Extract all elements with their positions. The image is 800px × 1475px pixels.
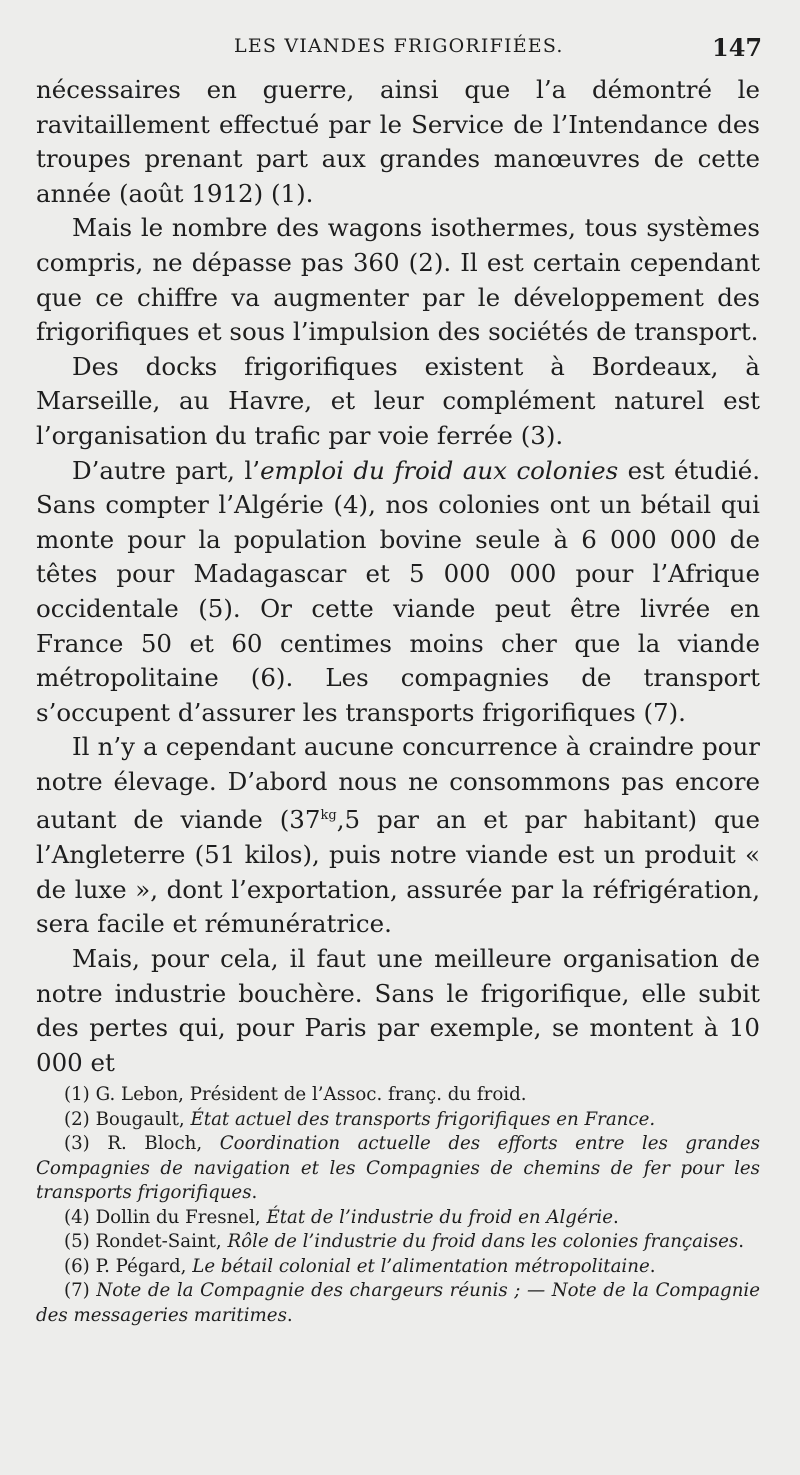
- body-text: [36, 73, 760, 1080]
- paragraph-5-rest: ,5 par an et par habitant) que l’Angleterre (51 kilos), puis notre viande est un produit « de luxe », dont l’exportation, assurée par la réfrigération, sera facile et rémunératrice.: [36, 805, 760, 939]
- footnote-number: (5): [64, 1231, 90, 1252]
- footnote: [36, 1279, 760, 1328]
- footnote: [36, 1206, 760, 1231]
- running-title: LES VIANDES FRIGORIFIÉES.: [234, 35, 564, 57]
- footnote-trail: .: [738, 1231, 744, 1252]
- paragraph-5: [36, 730, 760, 942]
- footnote-title: État de l’industrie du froid en Algérie: [266, 1206, 613, 1228]
- footnote-number: (2): [64, 1108, 90, 1130]
- page-header: [0, 33, 800, 63]
- unit-superscript: kg: [320, 808, 337, 824]
- footnote-title: État actuel des transports frigorifiques en France.: [190, 1108, 656, 1130]
- footnote-title: Note de la Compagnie des chargeurs réunis ; — Note de la Compagnie des messageries maritimes: [36, 1280, 760, 1326]
- footnote: [36, 1083, 760, 1108]
- footnote: [36, 1132, 760, 1206]
- paragraph-4-start: D’autre part, l’: [72, 455, 261, 485]
- footnote-trail: .: [286, 1304, 293, 1326]
- paragraph-4-emphasis: emploi du froid aux colonies: [260, 455, 619, 485]
- page-number: 147: [712, 33, 763, 62]
- footnote-number: (7): [64, 1280, 90, 1301]
- paragraph-3: Des docks frigorifiques existent à Bordeaux, à Marseille, au Havre, et leur complément naturel est l’organisation du trafic par voie ferrée (3).: [36, 351, 760, 450]
- footnote-author: R. Bloch,: [107, 1133, 220, 1154]
- footnote-title: Le bétail colonial et l’alimentation métropolitaine: [192, 1255, 650, 1277]
- paragraph-1: nécessaires en guerre, ainsi que l’a démontré le ravitaillement effectué par le Service de l’Intendance des troupes prenant part aux grandes manœuvres de cette année (août 1912) (1).: [36, 75, 760, 208]
- paragraph-6: Mais, pour cela, il faut une meilleure organisation de notre industrie bouchère. Sans le frigorifique, elle subit des pertes qui, pour Paris par exemple, se montent à 10 000 et: [36, 944, 760, 1077]
- footnote-author: Dollin du Fresnel,: [95, 1206, 267, 1228]
- footnote-number: (3): [64, 1133, 90, 1154]
- footnote-number: (1): [64, 1084, 90, 1105]
- footnotes: [36, 1083, 760, 1328]
- footnote: [36, 1108, 760, 1133]
- paragraph-4-rest: est étudié. Sans compter l’Algérie (4), nos colonies ont un bétail qui monte pour la population bovine seule à 6 000 000 de têtes pour Madagascar et 5 000 000 pour l’Afrique occidentale (5). Or cette viande peut être livrée en France 50 et 60 centimes moins cher que la viande métropolitaine (6). Les compagnies de transport s’occupent d’assurer les transports frigorifiques (7).: [36, 455, 760, 727]
- footnote-number: (4): [64, 1206, 90, 1228]
- footnote-number: (6): [64, 1255, 90, 1277]
- footnote-trail: .: [612, 1206, 619, 1228]
- footnote: [36, 1255, 760, 1280]
- footnote: [36, 1230, 760, 1255]
- footnote-trail: .: [251, 1182, 258, 1203]
- paragraph-5-start: Il n’y a cependant aucune concurrence à craindre pour notre élevage. D’abord nous ne consommons pas encore autant de viande (37: [36, 732, 760, 835]
- footnote-author: Rondet-Saint,: [95, 1231, 228, 1252]
- footnote-trail: .: [649, 1255, 656, 1277]
- footnote-author: G. Lebon, Président de l’Assoc. franç. du froid.: [95, 1084, 527, 1105]
- footnote-title: Coordination actuelle des efforts entre les grandes Compagnies de navigation et les Compagnies de chemins de fer pour les transports frigorifiques: [36, 1133, 760, 1203]
- footnote-title: Rôle de l’industrie du froid dans les colonies françaises: [227, 1231, 739, 1252]
- paragraph-2: Mais le nombre des wagons isothermes, tous systèmes compris, ne dépasse pas 360 (2). Il est certain cependant que ce chiffre va augmenter par le développement des frigorifiques et sous l’impulsion des sociétés de transport.: [36, 213, 760, 347]
- footnote-author: Bougault,: [95, 1108, 191, 1130]
- paragraph-4: [36, 454, 760, 731]
- footnote-author: P. Pégard,: [95, 1255, 193, 1277]
